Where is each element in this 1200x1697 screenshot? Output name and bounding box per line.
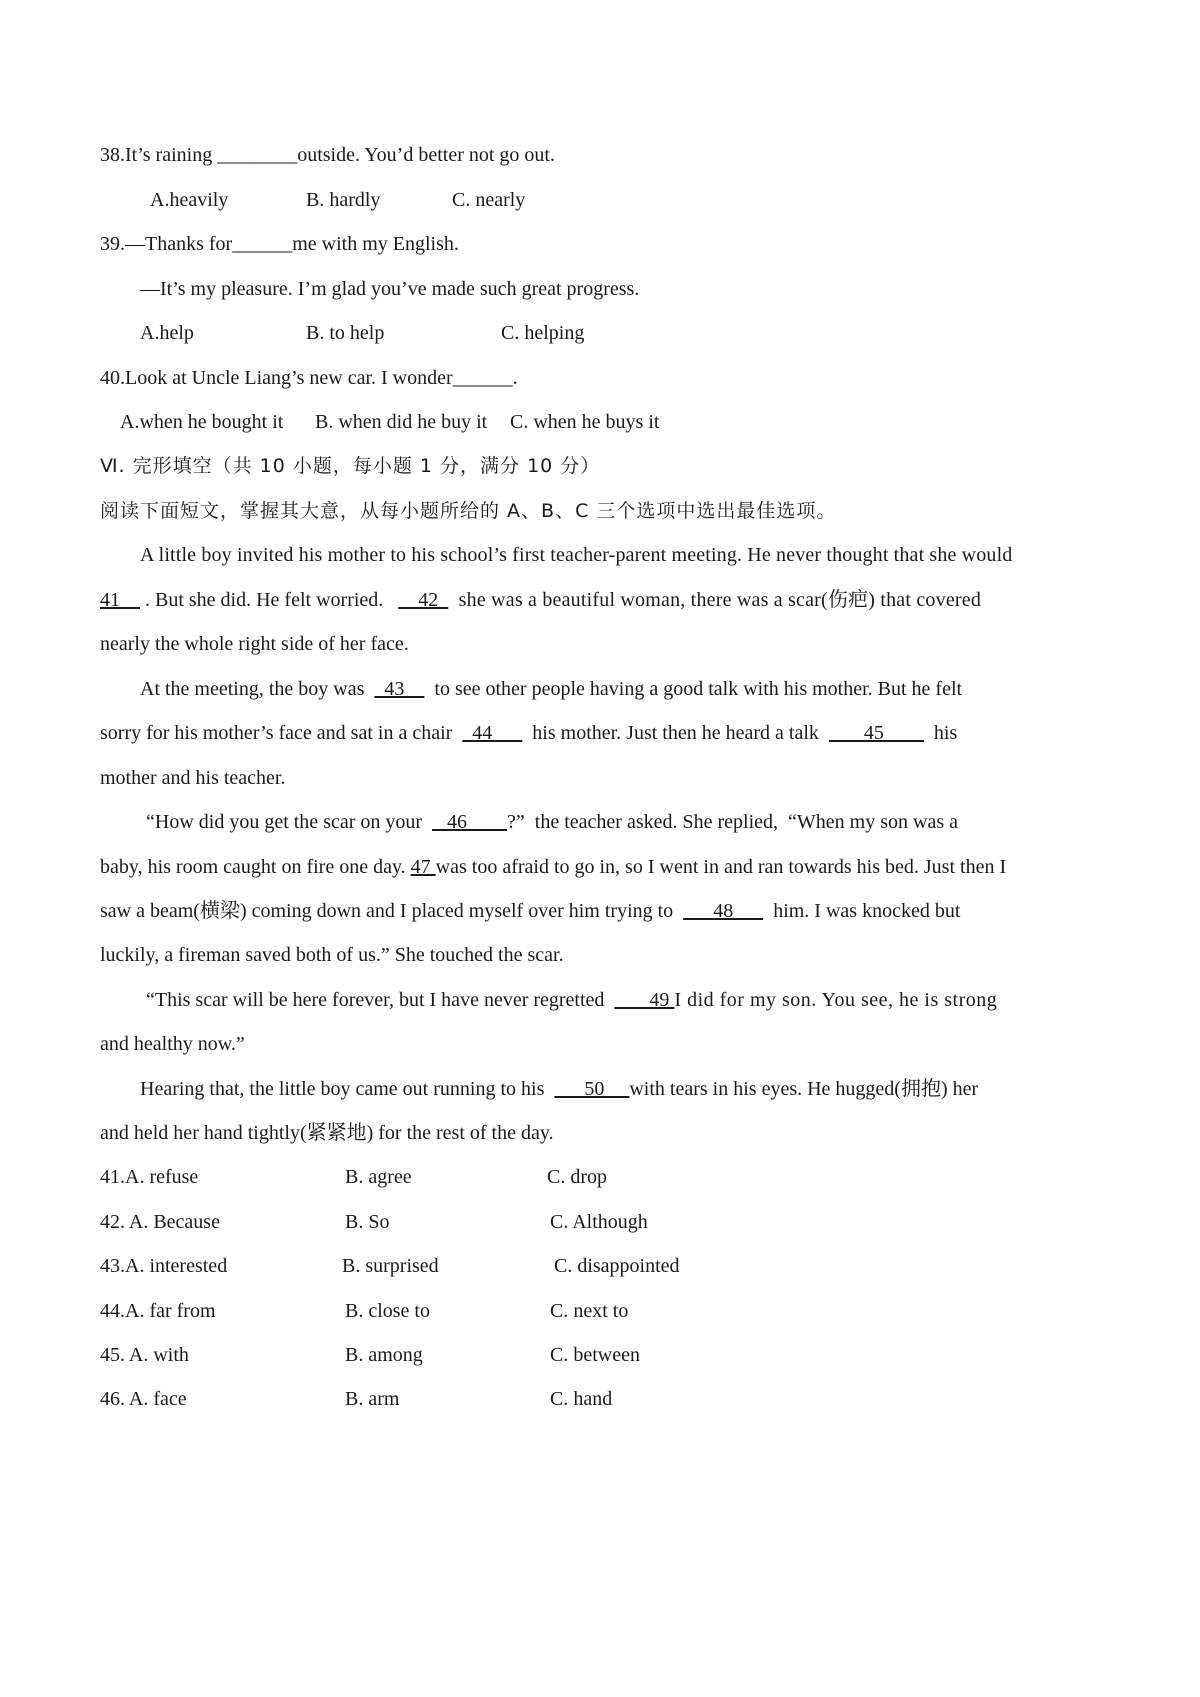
passage-line	[100, 721, 957, 745]
option-45-a: 45. A. with	[100, 1344, 189, 1366]
passage-line	[146, 988, 997, 1012]
passage-text: “How did you get the scar on your	[146, 811, 433, 833]
passage-text: was too afraid to go in, so I went in and ran towards his bed. Just then I	[435, 856, 1007, 878]
option-44-a: 44.A. far from	[100, 1300, 216, 1322]
passage-text: At the meeting, the boy was	[140, 678, 375, 700]
option-45-b: B. among	[345, 1344, 423, 1366]
passage-line	[146, 810, 958, 834]
passage-line	[140, 1077, 978, 1101]
question-39-reply: —It’s my pleasure. I’m glad you’ve made such great progress.	[140, 278, 640, 300]
passage-text: I did for my son. You see, he is strong	[674, 989, 998, 1011]
blank-41: 41	[100, 589, 140, 611]
question-40-stem: 40.Look at Uncle Liang’s new car. I wonder______.	[100, 367, 518, 389]
option-42-a: 42. A. Because	[100, 1211, 220, 1233]
question-40-option-b: B. when did he buy it	[315, 411, 488, 433]
option-46-a: 46. A. face	[100, 1388, 187, 1410]
section-heading: Ⅵ. 完形填空（共 10 小题，每小题 1 分，满分 10 分）	[100, 455, 601, 477]
passage-text: she was a beautiful woman, there was a scar(伤疤) that covered	[448, 589, 982, 611]
blank-47: 47	[410, 856, 436, 878]
question-38-option-b: B. hardly	[306, 189, 381, 211]
option-43-c: C. disappointed	[554, 1255, 680, 1277]
blank-42: 42	[398, 589, 449, 611]
blank-43: 43	[374, 678, 425, 700]
option-45-c: C. between	[550, 1344, 640, 1366]
passage-line	[100, 855, 1006, 879]
passage-text: his	[923, 722, 958, 744]
blank-48: 48	[683, 900, 764, 922]
blank-49: 49	[614, 989, 675, 1011]
question-38-option-a: A.heavily	[150, 189, 229, 211]
option-43-b: B. surprised	[342, 1255, 439, 1277]
option-41-a: 41.A. refuse	[100, 1166, 199, 1188]
option-44-b: B. close to	[345, 1300, 430, 1322]
option-43-a: 43.A. interested	[100, 1255, 228, 1277]
option-42-b: B. So	[345, 1211, 390, 1233]
passage-text: with tears in his eyes. He hugged(拥抱) her	[629, 1078, 979, 1100]
passage-line	[100, 899, 960, 923]
passage-line: A little boy invited his mother to his school’s first teacher-parent meeting. He never thought that she would	[140, 544, 1013, 566]
question-39-option-c: C. helping	[501, 322, 585, 344]
passage-text: “This scar will be here forever, but I have never regretted	[146, 989, 615, 1011]
passage-text: baby, his room caught on fire one day.	[100, 856, 411, 878]
passage-line: nearly the whole right side of her face.	[100, 633, 409, 655]
passage-line: luckily, a fireman saved both of us.” She touched the scar.	[100, 944, 564, 966]
question-39-option-a: A.help	[140, 322, 194, 344]
question-39-stem: 39.—Thanks for______me with my English.	[100, 233, 459, 255]
option-44-c: C. next to	[550, 1300, 629, 1322]
question-38-stem: 38.It’s raining ________outside. You’d better not go out.	[100, 144, 555, 166]
passage-line: and healthy now.”	[100, 1033, 245, 1055]
question-38-option-c: C. nearly	[452, 189, 526, 211]
option-46-b: B. arm	[345, 1388, 400, 1410]
passage-text: his mother. Just then he heard a talk	[522, 722, 829, 744]
passage-line: mother and his teacher.	[100, 767, 286, 789]
option-41-c: C. drop	[547, 1166, 607, 1188]
passage-text: Hearing that, the little boy came out running to his	[140, 1078, 555, 1100]
passage-line	[100, 588, 981, 612]
passage-text: sorry for his mother’s face and sat in a chair	[100, 722, 463, 744]
passage-line	[140, 677, 962, 701]
passage-text: to see other people having a good talk with his mother. But he felt	[424, 678, 963, 700]
blank-46: 46	[432, 811, 508, 833]
section-instruction: 阅读下面短文，掌握其大意，从每小题所给的 A、B、C 三个选项中选出最佳选项。	[100, 500, 837, 522]
question-40-option-a: A.when he bought it	[120, 411, 284, 433]
option-41-b: B. agree	[345, 1166, 412, 1188]
passage-text: saw a beam(横梁) coming down and I placed myself over him trying to	[100, 900, 684, 922]
passage-text: ?” the teacher asked. She replied, “When my son was a	[507, 811, 958, 833]
option-42-c: C. Although	[550, 1211, 648, 1233]
blank-50: 50	[554, 1078, 630, 1100]
blank-44: 44	[462, 722, 523, 744]
option-46-c: C. hand	[550, 1388, 613, 1410]
passage-line: and held her hand tightly(紧紧地) for the rest of the day.	[100, 1122, 554, 1144]
passage-text: him. I was knocked but	[763, 900, 961, 922]
passage-text: . But she did. He felt worried.	[140, 589, 399, 611]
question-40-option-c: C. when he buys it	[510, 411, 660, 433]
blank-45: 45	[828, 722, 924, 744]
question-39-option-b: B. to help	[306, 322, 385, 344]
